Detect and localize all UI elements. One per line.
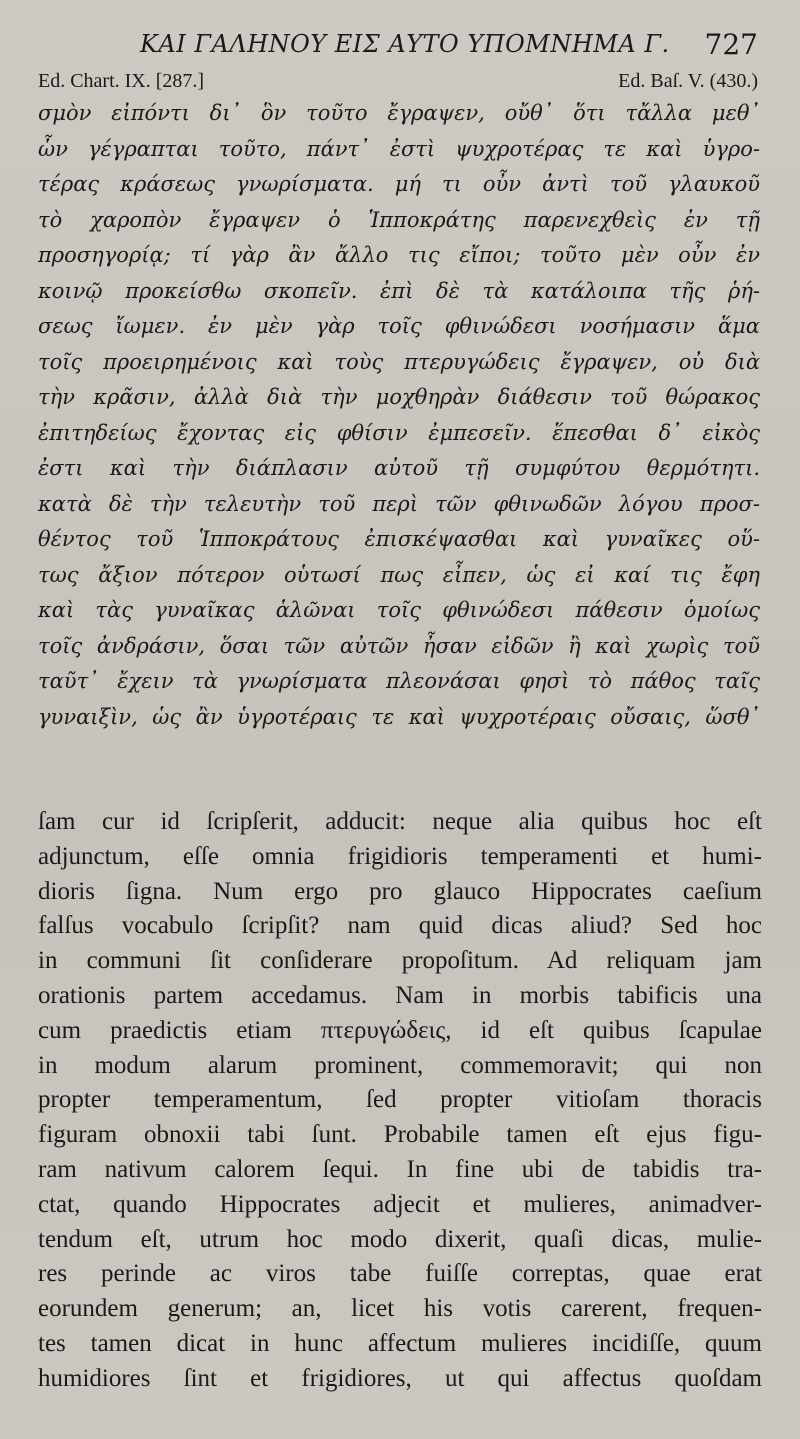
greek-line: τέρας κράσεως γνωρίσματα. μή τι οὖν ἀντὶ τοῦ γλαυκοῦ (38, 172, 760, 196)
greek-line: κοινῷ προκείσθω σκοπεῖν. ἐπὶ δὲ τὰ κατάλοιπα τῆς ῥή- (38, 278, 760, 303)
latin-line: ctat, quando Hippocrates adjecit et mulieres, animadver- (38, 1190, 762, 1218)
latin-line: res perinde ac viros tabe fuiſſe correptas, quae erat (38, 1260, 762, 1288)
edition-chartier-ref: Ed. Chart. IX. [287.] (38, 70, 205, 92)
greek-line: τὴν κρᾶσιν, ἀλλὰ διὰ τὴν μοχθηρὰν διάθεσιν τοῦ θώρακος (38, 385, 760, 409)
greek-line: τοῖς ἀνδράσιν, ὅσαι τῶν αὐτῶν ἦσαν εἰδῶν ἢ καὶ χωρὶς τοῦ (38, 633, 760, 658)
running-head (140, 28, 758, 64)
greek-line: τοῖς προειρημένοις καὶ τοὺς πτερυγώδεις ἔγραψεν, οὐ διὰ (38, 349, 760, 374)
latin-line: figuram obnoxii tabi ſunt. Probabile tamen eſt ejus figu- (38, 1121, 762, 1149)
greek-line: ἐστι καὶ τὴν διάπλασιν αὐτοῦ τῇ συμφύτου θερμότητι. (38, 456, 760, 480)
latin-line: dioris ſigna. Num ergo pro glauco Hippocrates caeſium (38, 877, 762, 905)
latin-line: propter temperamentum, ſed propter vitioſam thoracis (38, 1086, 762, 1114)
greek-line: θέντος τοῦ Ἱπποκράτους ἐπισκέψασθαι καὶ γυναῖκες οὕ- (38, 527, 760, 551)
greek-line: καὶ τὰς γυναῖκας ἁλῶναι τοῖς φθινώδεσι πάθεσιν ὁμοίως (38, 598, 760, 622)
latin-line: ſam cur id ſcripſerit, adducit: neque alia quibus hoc eſt (38, 808, 762, 835)
edition-references (38, 70, 758, 96)
latin-line: tes tamen dicat in hunc affectum mulieres incidiſſe, quum (38, 1329, 762, 1357)
greek-line: τὸ χαροπὸν ἔγραψεν ὁ Ἱπποκράτης παρενεχθεὶς ἐν τῇ (38, 207, 760, 232)
latin-line: orationis partem accedamus. Nam in morbis tabificis una (38, 981, 762, 1009)
latin-line: cum praedictis etiam πτερυγώδεις, id eſt quibus ſcapulae (38, 1016, 762, 1044)
latin-line: in modum alarum prominent, commemoravit; qui non (38, 1051, 762, 1079)
running-title: ΚΑΙ ΓΑΛΗΝΟΥ ΕΙΣ ΑΥΤΟ ΥΠΟΜΝΗΜΑ Γ. (140, 30, 670, 58)
greek-line: ὧν γέγραπται τοῦτο, πάντ᾽ ἐστὶ ψυχροτέρας τε καὶ ὑγρο- (38, 136, 760, 161)
latin-text-block (38, 805, 762, 1397)
greek-line: κατὰ δὲ τὴν τελευτὴν τοῦ περὶ τῶν φθινωδῶν λόγου προσ- (38, 491, 760, 516)
edition-basel-ref: Ed. Baſ. V. (430.) (618, 70, 758, 92)
greek-line: προσηγορίᾳ; τί γὰρ ἂν ἄλλο τις εἴποι; τοῦτο μὲν οὖν ἐν (38, 243, 760, 267)
greek-line: ἐπιτηδείως ἔχοντας εἰς φθίσιν ἐμπεσεῖν. ἕπεσθαι δ᾽ εἰκὸς (38, 420, 760, 445)
page-number: 727 (704, 28, 758, 61)
latin-line: tendum eſt, utrum hoc modo dixerit, quaſi dicas, mulie- (38, 1225, 762, 1253)
latin-line: falſus vocabulo ſcripſit? nam quid dicas aliud? Sed hoc (38, 912, 762, 940)
latin-line: humidiores ſint et frigidiores, ut qui affectus quoſdam (38, 1364, 762, 1392)
latin-line: in communi ſit conſiderare propoſitum. Ad reliquam jam (38, 947, 762, 975)
greek-text-block (38, 96, 760, 735)
greek-line: ταῦτ᾽ ἔχειν τὰ γνωρίσματα πλεονάσαι φησὶ τὸ πάθος ταῖς (38, 669, 760, 693)
latin-line: eorundem generum; an, licet his votis carerent, frequen- (38, 1295, 762, 1323)
greek-line: γυναιξὶν, ὡς ἂν ὑγροτέραις τε καὶ ψυχροτέραις οὔσαις, ὥσθ᾽ (38, 704, 760, 729)
latin-line: adjunctum, eſſe omnia frigidioris temperamenti et humi- (38, 842, 762, 870)
latin-line: ram nativum calorem ſequi. In fine ubi de tabidis tra- (38, 1155, 762, 1183)
greek-line: σεως ἴωμεν. ἐν μὲν γὰρ τοῖς φθινώδεσι νοσήμασιν ἅμα (38, 314, 760, 338)
greek-line: τως ἄξιον πότερον οὑτωσί πως εἶπεν, ὡς εἰ καί τις ἔφη (38, 562, 760, 587)
greek-line: σμὸν εἰπόντι δι᾽ ὃν τοῦτο ἔγραψεν, οὔθ᾽ ὅτι τἄλλα μεθ᾽ (38, 101, 760, 125)
